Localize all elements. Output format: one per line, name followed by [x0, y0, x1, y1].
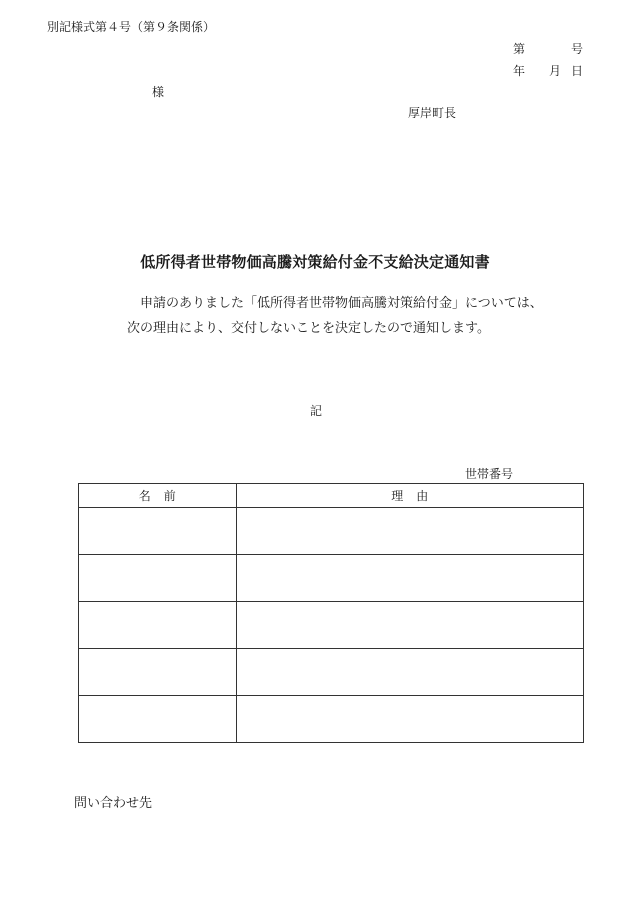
- ki-heading: 記: [310, 404, 323, 418]
- reason-cell: [237, 555, 584, 602]
- body-text-line-1: 申請のありました「低所得者世帯物価高騰対策給付金」については、: [140, 296, 543, 311]
- sender-name: 厚岸町長: [408, 106, 457, 120]
- reason-cell: [237, 602, 584, 649]
- name-column-header: 名 前: [79, 484, 237, 508]
- form-reference: 別記様式第４号（第９条関係）: [47, 20, 216, 34]
- number-suffix: 号: [570, 42, 583, 56]
- table-row: [79, 649, 584, 696]
- household-number-label: 世帯番号: [465, 467, 514, 481]
- document-title: 低所得者世帯物価高騰対策給付金不支給決定通知書: [140, 253, 490, 271]
- reason-column-header: 理 由: [237, 484, 584, 508]
- reason-cell: [237, 696, 584, 743]
- reason-cell: [237, 508, 584, 555]
- date-month: 月: [549, 64, 562, 78]
- date-line: [513, 62, 583, 79]
- date-year: 年: [513, 64, 526, 78]
- name-cell: [79, 508, 237, 555]
- document-number-line: [513, 40, 583, 57]
- body-text-line-2: 次の理由により、交付しないことを決定したので通知します。: [127, 321, 490, 336]
- reason-cell: [237, 649, 584, 696]
- table-row: [79, 555, 584, 602]
- name-cell: [79, 696, 237, 743]
- name-cell: [79, 649, 237, 696]
- name-cell: [79, 602, 237, 649]
- table-row: [79, 602, 584, 649]
- name-cell: [79, 555, 237, 602]
- addressee-suffix: 様: [152, 85, 165, 99]
- date-day: 日: [570, 64, 583, 78]
- table-row: [79, 696, 584, 743]
- table-row: [79, 508, 584, 555]
- reasons-table: [78, 483, 584, 743]
- contact-label: 問い合わせ先: [74, 796, 153, 811]
- number-prefix: 第: [513, 42, 526, 56]
- table-header-row: [79, 484, 584, 508]
